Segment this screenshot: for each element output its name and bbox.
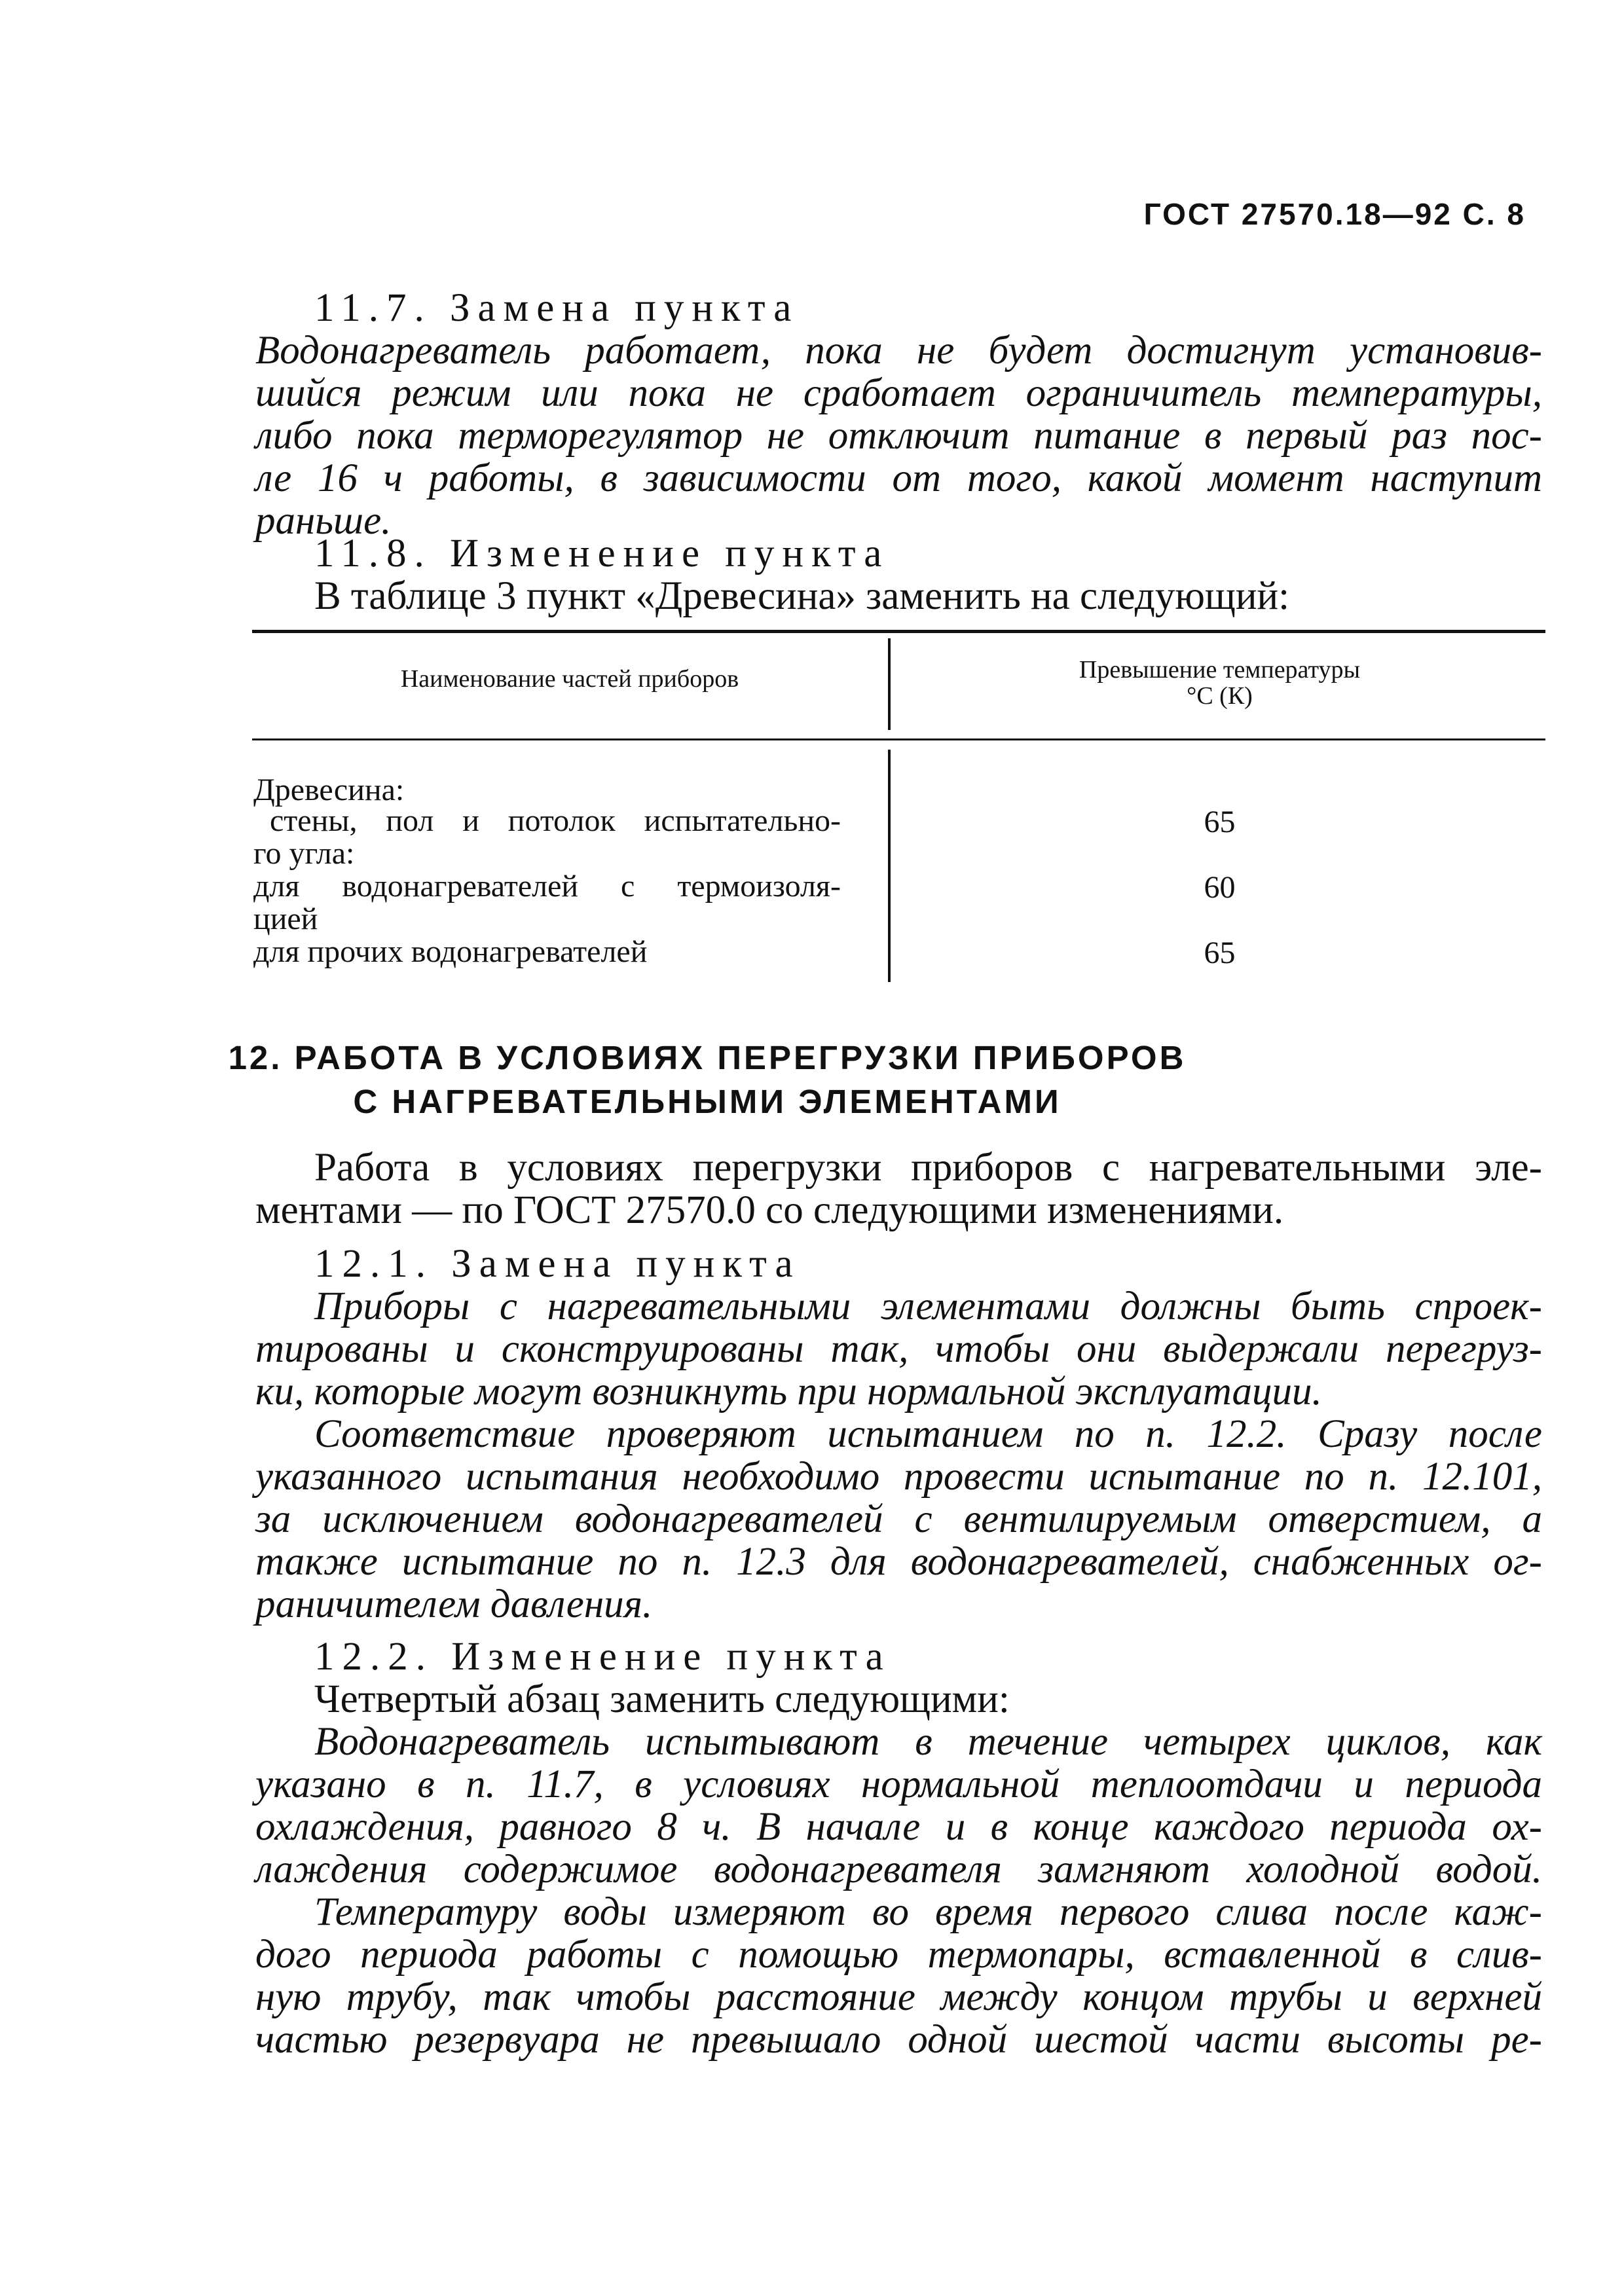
page-header: ГОСТ 27570.18—92 С. 8 [1143,197,1526,231]
table-cell-label: Древесина: [253,773,405,807]
section-12-2-line: охлаждения, равного 8 ч. В начале и в конце каждого периода ох- [255,1805,1542,1849]
section-12-2-line: ную трубу, так чтобы расстояние между концом трубы и верхней [255,1975,1542,2019]
table-cell-value: 60 [1204,870,1236,905]
section-12-1-line: Соответствие проверяют испытанием по п. 12.2. Сразу после [314,1412,1542,1456]
table-header-temp: Превышение температуры [1079,656,1361,683]
table-cell-label: стены, пол и потолок испытательно- [270,803,841,838]
table-header-rule [252,738,1545,740]
section-12-2-line: Температуру воды измеряют во время первого слива после каж- [314,1890,1542,1934]
table-column-divider [888,750,891,982]
section-12-2-line: частью резервуара не превышало одной шестой части высоты ре- [255,2018,1542,2062]
section-12-1-line: за исключением водонагревателей с вентилируемым отверстием, а [255,1497,1542,1541]
section-12-2-title: 12.2. Изменение пункта [314,1635,891,1679]
section-12-1-line: Приборы с нагревательными элементами должны быть спроек- [314,1285,1542,1328]
section-12-1-title: 12.1. Замена пункта [314,1242,801,1286]
section-12-2-line: Водонагреватель испытывают в течение четырех циклов, как [314,1720,1542,1764]
section-11-7-line: раньше. [255,499,392,543]
section-11-7-line: либо пока терморегулятор не отключит питание в первый раз пос- [255,414,1542,458]
table-cell-label: для водонагревателей с термоизоля- [253,869,841,903]
section-12-1-line: раничителем давления. [255,1582,653,1626]
section-12-intro-line: Работа в условиях перегрузки приборов с нагревательными эле- [314,1146,1542,1190]
section-12-1-line: указанного испытания необходимо провести испытание по п. 12.101, [255,1455,1542,1499]
section-11-7-line: Водонагреватель работает, пока не будет достигнут установив- [255,329,1542,373]
section-12-1-line: ки, которые могут возникнуть при нормальной эксплуатации. [255,1370,1322,1413]
section-12-1-line: тированы и сконструированы так, чтобы они выдержали перегруз- [255,1327,1542,1371]
table-cell-label: для прочих водонагревателей [253,934,648,969]
section-11-7-line: шийся режим или пока не сработает ограничитель температуры, [255,371,1542,415]
section-12-2-line: лаждения содержимое водонагревателя замгняют холодной водой. [255,1848,1542,1891]
section-11-8-intro: В таблице 3 пункт «Древесина» заменить на следующий: [314,574,1290,618]
section-12-heading-line: 12. РАБОТА В УСЛОВИЯХ ПЕРЕГРУЗКИ ПРИБОРОВ [228,1039,1187,1076]
section-12-intro-line: ментами — по ГОСТ 27570.0 со следующими изменениями. [255,1188,1284,1232]
table-column-divider [888,638,891,730]
section-11-7-line: ле 16 ч работы, в зависимости от того, какой момент наступит [255,456,1542,500]
section-11-8-title: 11.8. Изменение пункта [314,532,890,575]
section-12-1-line: также испытание по п. 12.3 для водонагревателей, снабженных ог- [255,1540,1542,1584]
section-12-heading-line: С НАГРЕВАТЕЛЬНЫМИ ЭЛЕМЕНТАМИ [353,1083,1061,1120]
table-header-name: Наименование частей приборов [400,665,739,693]
table-cell-value: 65 [1204,936,1236,970]
section-12-2-line: дого периода работы с помощью термопары, вставленной в слив- [255,1933,1542,1977]
table-cell-value: 65 [1204,805,1236,839]
table-cell-label: цией [253,902,318,936]
table-top-rule [252,630,1545,633]
section-11-7-title: 11.7. Замена пункта [314,286,800,330]
section-12-2-line: указано в п. 11.7, в условиях нормальной теплоотдачи и периода [255,1762,1542,1806]
table-header-unit: °С (К) [1187,682,1253,710]
section-12-2-intro: Четвертый абзац заменить следующими: [314,1677,1010,1721]
table-cell-label: го угла: [253,836,355,871]
